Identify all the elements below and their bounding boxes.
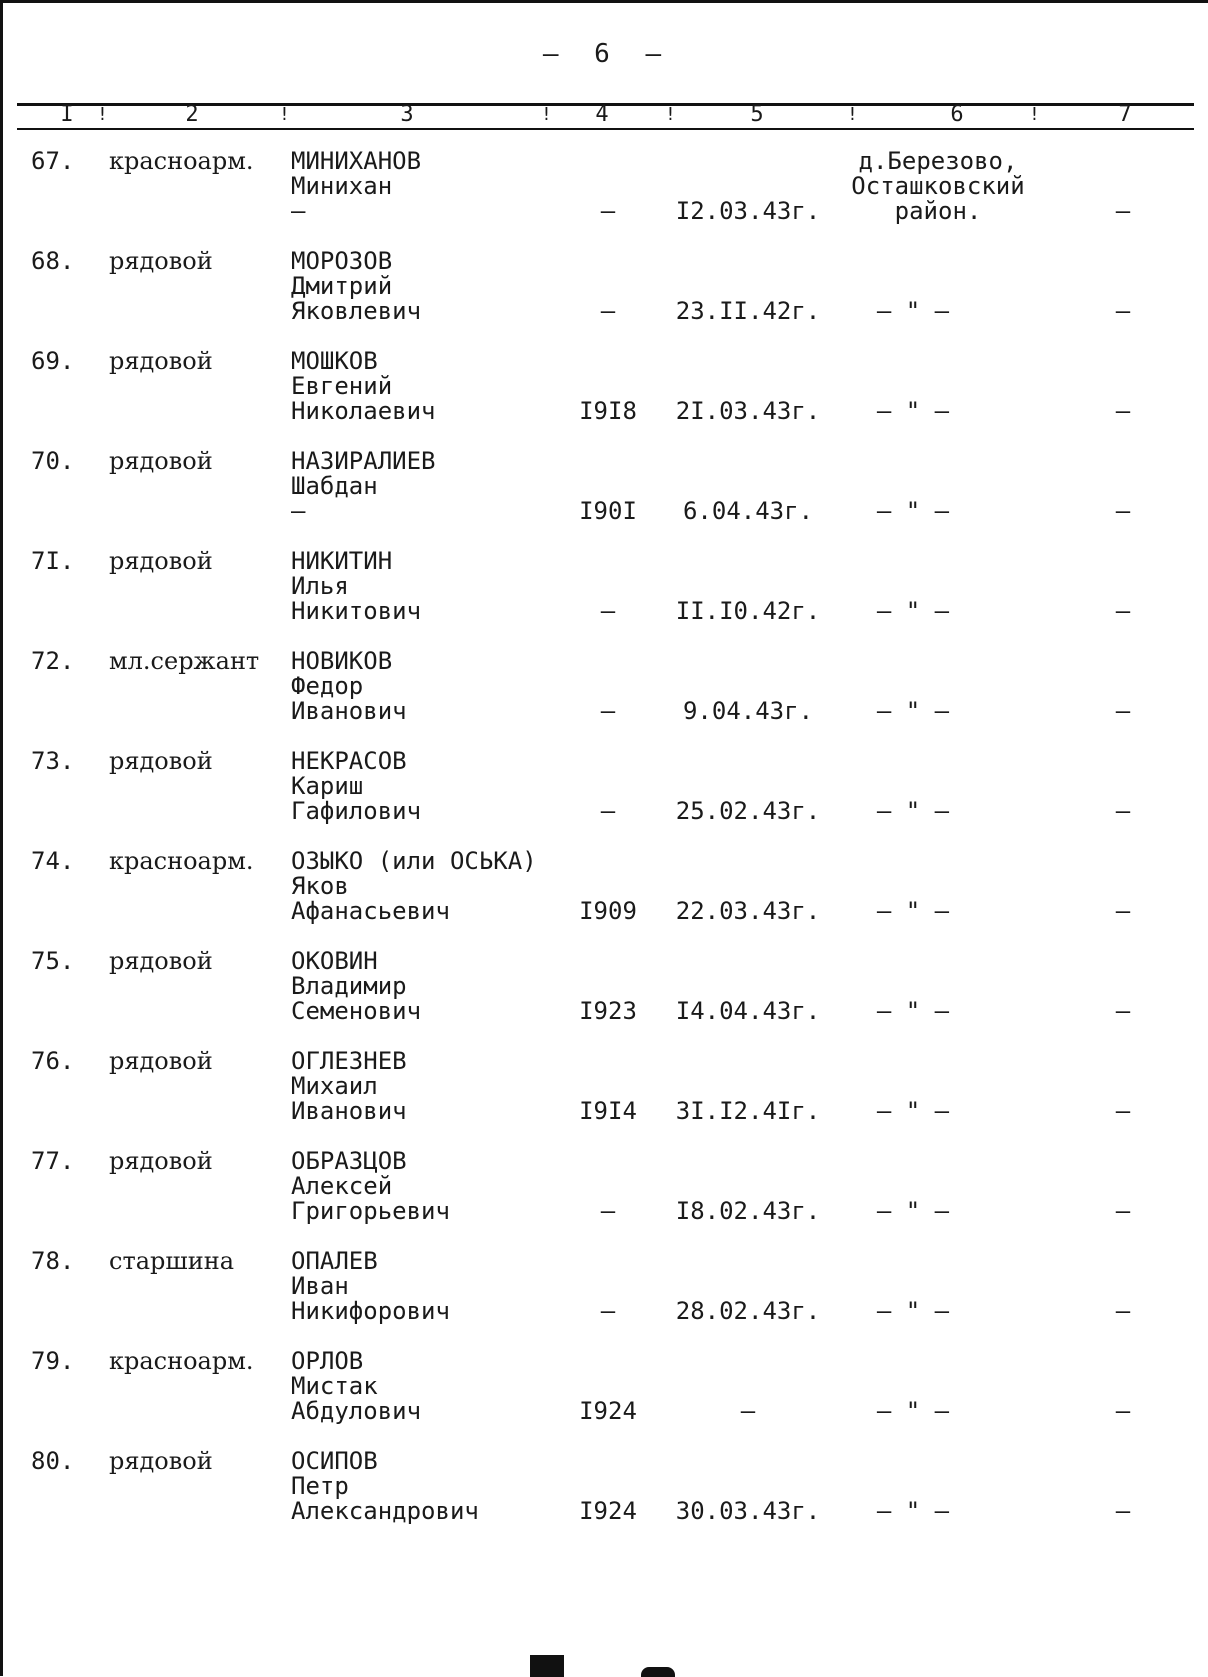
row-number: 68. (31, 247, 75, 275)
name-line: Алексей (291, 1172, 393, 1200)
full-name (291, 1349, 421, 1424)
name-line: Гафилович (291, 797, 422, 825)
header-col-5: 5 (750, 102, 764, 127)
birth-year: – (600, 797, 616, 825)
table-row (3, 1049, 1208, 1145)
birth-year: – (600, 297, 616, 325)
ditto-mark: – " – (876, 497, 950, 525)
row-number: 7I. (31, 547, 75, 575)
name-line: Владимир (291, 972, 407, 1000)
header-separator: ! (541, 104, 552, 125)
name-line: Никитович (291, 597, 422, 625)
place-line: район. (894, 197, 982, 225)
date: 3I.I2.4Iг. (675, 1097, 821, 1125)
birth-year: – (600, 597, 616, 625)
rank: рядовой (109, 1447, 213, 1475)
name-line: Илья (291, 572, 349, 600)
name-line: Иван (291, 1272, 349, 1300)
scan-mark (530, 1655, 564, 1677)
rank: рядовой (109, 447, 213, 475)
row-number: 77. (31, 1147, 75, 1175)
row-number: 69. (31, 347, 75, 375)
name-line: Евгений (291, 372, 393, 400)
full-name (291, 1149, 450, 1224)
date: I8.02.43г. (675, 1197, 821, 1225)
header-col-4: 4 (595, 102, 609, 127)
rank: рядовой (109, 747, 213, 775)
name-line: Кариш (291, 772, 364, 800)
name-line: Иванович (291, 1097, 407, 1125)
ditto-mark: – " – (876, 1297, 950, 1325)
name-line: Федор (291, 672, 364, 700)
rank: красноарм. (109, 847, 254, 875)
table-row (3, 149, 1208, 245)
birth-year: I9I4 (579, 1097, 637, 1125)
name-line: Иванович (291, 697, 407, 725)
name-line: ОЗЫКО (или ОСЬКА) (291, 847, 537, 875)
name-line: Яков (291, 872, 349, 900)
name-line: Николаевич (291, 397, 436, 425)
header-col-1: I (60, 102, 74, 127)
full-name (291, 1249, 450, 1324)
col7-value: – (1115, 397, 1131, 425)
date: I4.04.43г. (675, 997, 821, 1025)
ditto-mark: – " – (876, 1397, 950, 1425)
date: 28.02.43г. (675, 1297, 821, 1325)
row-number: 72. (31, 647, 75, 675)
date: 30.03.43г. (675, 1497, 821, 1525)
place-line: Осташковский (851, 172, 1025, 200)
name-line: Михаил (291, 1072, 378, 1100)
birth-year: I909 (579, 897, 637, 925)
name-line: Григорьевич (291, 1197, 450, 1225)
name-line: НЕКРАСОВ (291, 747, 407, 775)
birth-year: I924 (579, 1497, 637, 1525)
full-name (291, 649, 407, 724)
rank: рядовой (109, 547, 213, 575)
name-line: НИКИТИН (291, 547, 393, 575)
name-line: ОБРАЗЦОВ (291, 1147, 407, 1175)
burial-place (833, 149, 1043, 224)
full-name (291, 549, 421, 624)
date: 9.04.43г. (682, 697, 814, 725)
table-row (3, 949, 1208, 1045)
ditto-mark: – " – (876, 297, 950, 325)
header-col-2: 2 (185, 102, 199, 127)
birth-year: – (600, 197, 616, 225)
full-name (291, 449, 436, 524)
place-line: д.Березово, (858, 147, 1018, 175)
full-name (291, 949, 421, 1024)
col7-value: – (1115, 1097, 1131, 1125)
ditto-mark: – " – (876, 697, 950, 725)
name-line: Никифорович (291, 1297, 450, 1325)
date: 22.03.43г. (675, 897, 821, 925)
name-line: Афанасьевич (291, 897, 450, 925)
rank: рядовой (109, 247, 213, 275)
full-name (291, 349, 436, 424)
name-line: – (291, 497, 306, 525)
name-line: МИНИХАНОВ (291, 147, 422, 175)
page-number: – 6 – (542, 39, 672, 69)
name-line: Александрович (291, 1497, 479, 1525)
rank: рядовой (109, 1147, 213, 1175)
header-col-3: 3 (400, 102, 414, 127)
birth-year: I923 (579, 997, 637, 1025)
birth-year: – (600, 1297, 616, 1325)
header-separator: ! (847, 104, 858, 125)
col7-value: – (1115, 997, 1131, 1025)
name-line: МОШКОВ (291, 347, 378, 375)
name-line: Мистак (291, 1372, 378, 1400)
birth-year: I9I8 (579, 397, 637, 425)
col7-value: – (1115, 1297, 1131, 1325)
name-line: Минихан (291, 172, 393, 200)
date: I2.03.43г. (675, 197, 821, 225)
table-row (3, 1249, 1208, 1345)
date: II.I0.42г. (675, 597, 821, 625)
row-number: 76. (31, 1047, 75, 1075)
col7-value: – (1115, 1497, 1131, 1525)
birth-year: – (600, 1197, 616, 1225)
full-name (291, 1449, 479, 1524)
date: 6.04.43г. (682, 497, 814, 525)
name-line: ОСИПОВ (291, 1447, 378, 1475)
rank: старшина (109, 1247, 235, 1275)
date: 23.II.42г. (675, 297, 821, 325)
ditto-mark: – " – (876, 797, 950, 825)
name-line: ОГЛЕЗНЕВ (291, 1047, 407, 1075)
name-line: ОКОВИН (291, 947, 378, 975)
name-line: ОРЛОВ (291, 1347, 364, 1375)
name-line: Семенович (291, 997, 422, 1025)
table-row (3, 349, 1208, 445)
row-number: 75. (31, 947, 75, 975)
row-number: 79. (31, 1347, 75, 1375)
rank: красноарм. (109, 147, 254, 175)
date: – (740, 1397, 756, 1425)
full-name (291, 149, 421, 224)
row-number: 73. (31, 747, 75, 775)
col7-value: – (1115, 797, 1131, 825)
birth-year: I924 (579, 1397, 637, 1425)
header-col-7: 7 (1118, 102, 1132, 127)
name-line: Петр (291, 1472, 349, 1500)
full-name (291, 849, 537, 924)
table-row (3, 549, 1208, 645)
col7-value: – (1115, 1197, 1131, 1225)
birth-year: – (600, 697, 616, 725)
birth-year: I90I (579, 497, 637, 525)
ditto-mark: – " – (876, 1197, 950, 1225)
col7-value: – (1115, 697, 1131, 725)
header-separator: ! (279, 104, 290, 125)
rank: рядовой (109, 347, 213, 375)
table-row (3, 1149, 1208, 1245)
table-header (17, 103, 1194, 130)
full-name (291, 1049, 407, 1124)
table-row (3, 1349, 1208, 1445)
date: 25.02.43г. (675, 797, 821, 825)
full-name (291, 749, 421, 824)
ditto-mark: – " – (876, 1497, 950, 1525)
name-line: Дмитрий (291, 272, 393, 300)
date: 2I.03.43г. (675, 397, 821, 425)
ditto-mark: – " – (876, 997, 950, 1025)
table-row (3, 649, 1208, 745)
header-separator: ! (97, 104, 108, 125)
row-number: 74. (31, 847, 75, 875)
name-line: МОРОЗОВ (291, 247, 393, 275)
row-number: 78. (31, 1247, 75, 1275)
name-line: – (291, 197, 306, 225)
col7-value: – (1115, 597, 1131, 625)
header-col-6: 6 (950, 102, 964, 127)
table-row (3, 849, 1208, 945)
col7-value: – (1115, 197, 1131, 225)
table-row (3, 749, 1208, 845)
rank: рядовой (109, 1047, 213, 1075)
col7-value: – (1115, 297, 1131, 325)
ditto-mark: – " – (876, 897, 950, 925)
row-number: 70. (31, 447, 75, 475)
name-line: НОВИКОВ (291, 647, 393, 675)
name-line: Абдулович (291, 1397, 422, 1425)
full-name (291, 249, 421, 324)
name-line: НАЗИРАЛИЕВ (291, 447, 436, 475)
ditto-mark: – " – (876, 397, 950, 425)
ditto-mark: – " – (876, 1097, 950, 1125)
rank: красноарм. (109, 1347, 254, 1375)
name-line: Шабдан (291, 472, 378, 500)
col7-value: – (1115, 1397, 1131, 1425)
col7-value: – (1115, 497, 1131, 525)
rank: мл.сержант (109, 647, 260, 675)
name-line: Яковлевич (291, 297, 422, 325)
name-line: ОПАЛЕВ (291, 1247, 378, 1275)
row-number: 67. (31, 147, 75, 175)
table-row (3, 249, 1208, 345)
header-separator: ! (665, 104, 676, 125)
table-row (3, 449, 1208, 545)
table-row (3, 1449, 1208, 1545)
row-number: 80. (31, 1447, 75, 1475)
ditto-mark: – " – (876, 597, 950, 625)
rank: рядовой (109, 947, 213, 975)
header-separator: ! (1029, 104, 1040, 125)
col7-value: – (1115, 897, 1131, 925)
